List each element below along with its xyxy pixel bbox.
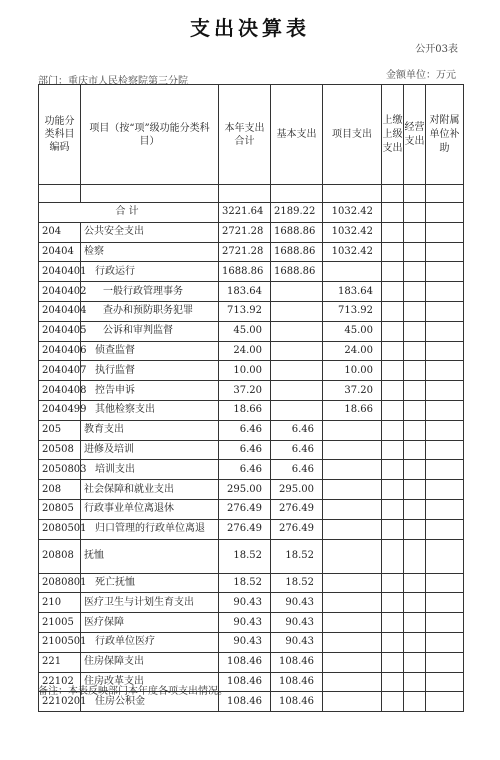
row-basic: 108.46 xyxy=(271,652,323,672)
row-total: 10.00 xyxy=(219,361,271,381)
row-empty-cell xyxy=(404,613,426,633)
total-project: 1032.42 xyxy=(323,203,382,223)
row-name: 进修及培训 xyxy=(81,440,219,460)
row-name: 死亡抚恤 xyxy=(81,573,219,593)
row-name: 行政运行 xyxy=(81,262,219,282)
row-empty-cell xyxy=(426,539,464,573)
row-empty-cell xyxy=(426,381,464,401)
row-empty-cell xyxy=(382,539,404,573)
row-empty-cell xyxy=(404,361,426,381)
row-name: 医疗保障 xyxy=(81,613,219,633)
row-empty-cell xyxy=(382,692,404,712)
table-row xyxy=(39,440,464,460)
row-code: 208 xyxy=(39,480,81,500)
total-basic: 2189.22 xyxy=(271,203,323,223)
row-empty-cell xyxy=(426,301,464,321)
row-empty-cell xyxy=(426,242,464,262)
row-name: 执行监督 xyxy=(81,361,219,381)
row-code: 21005 xyxy=(39,613,81,633)
table-row xyxy=(39,573,464,593)
row-empty-cell xyxy=(404,440,426,460)
row-basic: 6.46 xyxy=(271,460,323,480)
row-empty-cell xyxy=(426,573,464,593)
row-empty-cell xyxy=(382,593,404,613)
row-project xyxy=(323,480,382,500)
row-code: 2040408 xyxy=(39,381,81,401)
table-row xyxy=(39,282,464,302)
table-row xyxy=(39,361,464,381)
row-empty-cell xyxy=(426,480,464,500)
row-project: 24.00 xyxy=(323,341,382,361)
row-name: 公诉和审判监督 xyxy=(81,321,219,341)
row-project: 1032.42 xyxy=(323,242,382,262)
row-name: 行政单位医疗 xyxy=(81,632,219,652)
row-total: 18.66 xyxy=(219,400,271,420)
row-code: 2040406 xyxy=(39,341,81,361)
row-empty-cell xyxy=(426,519,464,539)
row-empty-cell xyxy=(404,519,426,539)
row-basic: 18.52 xyxy=(271,539,323,573)
row-code: 20508 xyxy=(39,440,81,460)
row-total: 108.46 xyxy=(219,652,271,672)
row-project xyxy=(323,499,382,519)
row-empty-cell xyxy=(404,420,426,440)
row-project xyxy=(323,440,382,460)
department-label: 部门：重庆市人民检察院第三分院 xyxy=(38,76,188,87)
row-basic: 90.43 xyxy=(271,632,323,652)
row-basic xyxy=(271,341,323,361)
header-upper: 上缴上级支出 xyxy=(382,85,404,185)
row-empty-cell xyxy=(382,420,404,440)
row-total: 6.46 xyxy=(219,420,271,440)
row-project xyxy=(323,692,382,712)
row-code: 2210201 xyxy=(39,692,81,712)
row-empty-cell xyxy=(382,381,404,401)
row-code: 2040405 xyxy=(39,321,81,341)
table-header-row xyxy=(39,85,464,185)
row-basic xyxy=(271,381,323,401)
row-code: 2040401 xyxy=(39,262,81,282)
row-empty-cell xyxy=(426,460,464,480)
row-total: 6.46 xyxy=(219,460,271,480)
row-project xyxy=(323,420,382,440)
header-business: 经营支出 xyxy=(404,85,426,185)
row-empty-cell xyxy=(426,400,464,420)
row-empty-cell xyxy=(404,499,426,519)
row-name: 其他检察支出 xyxy=(81,400,219,420)
table-row xyxy=(39,222,464,242)
row-empty-cell xyxy=(404,341,426,361)
row-name: 侦查监督 xyxy=(81,341,219,361)
table-row xyxy=(39,632,464,652)
row-empty-cell xyxy=(382,652,404,672)
row-empty-cell xyxy=(404,480,426,500)
row-basic xyxy=(271,321,323,341)
row-empty-cell xyxy=(404,460,426,480)
row-basic: 1688.86 xyxy=(271,222,323,242)
row-project xyxy=(323,613,382,633)
table-row xyxy=(39,242,464,262)
row-empty-cell xyxy=(382,341,404,361)
row-empty-cell xyxy=(426,440,464,460)
table-row xyxy=(39,652,464,672)
row-code: 204 xyxy=(39,222,81,242)
row-empty-cell xyxy=(382,361,404,381)
row-name: 抚恤 xyxy=(81,539,219,573)
row-empty-cell xyxy=(382,262,404,282)
total-row xyxy=(39,203,464,223)
row-empty-cell xyxy=(404,400,426,420)
row-empty-cell xyxy=(404,632,426,652)
row-project: 183.64 xyxy=(323,282,382,302)
row-empty-cell xyxy=(404,593,426,613)
row-total: 45.00 xyxy=(219,321,271,341)
row-total: 108.46 xyxy=(219,672,271,692)
row-empty-cell xyxy=(382,499,404,519)
row-empty-cell xyxy=(426,420,464,440)
row-empty-cell xyxy=(404,282,426,302)
row-empty-cell xyxy=(426,222,464,242)
row-empty-cell xyxy=(382,480,404,500)
row-total: 2721.28 xyxy=(219,242,271,262)
row-project: 37.20 xyxy=(323,381,382,401)
row-total: 90.43 xyxy=(219,632,271,652)
row-project: 18.66 xyxy=(323,400,382,420)
row-basic xyxy=(271,282,323,302)
row-total: 90.43 xyxy=(219,613,271,633)
row-project: 713.92 xyxy=(323,301,382,321)
row-empty-cell xyxy=(382,460,404,480)
row-name: 社会保障和就业支出 xyxy=(81,480,219,500)
row-code: 205 xyxy=(39,420,81,440)
amount-unit: 金额单位：万元 xyxy=(386,70,456,81)
row-basic xyxy=(271,361,323,381)
row-empty-cell xyxy=(404,573,426,593)
row-empty-cell xyxy=(426,652,464,672)
row-total: 713.92 xyxy=(219,301,271,321)
table-row xyxy=(39,420,464,440)
row-empty-cell xyxy=(404,242,426,262)
row-code: 2100501 xyxy=(39,632,81,652)
row-name: 检察 xyxy=(81,242,219,262)
header-name: 项目（按“项”级功能分类科目） xyxy=(81,85,219,185)
table-row xyxy=(39,593,464,613)
row-empty-cell xyxy=(426,262,464,282)
row-total: 183.64 xyxy=(219,282,271,302)
row-name: 一般行政管理事务 xyxy=(81,282,219,302)
row-name: 培训支出 xyxy=(81,460,219,480)
row-basic: 276.49 xyxy=(271,519,323,539)
row-name: 控告申诉 xyxy=(81,381,219,401)
row-empty-cell xyxy=(382,672,404,692)
row-empty-cell xyxy=(382,282,404,302)
row-basic: 90.43 xyxy=(271,593,323,613)
row-empty-cell xyxy=(404,222,426,242)
header-code: 功能分类科目编码 xyxy=(39,85,81,185)
row-empty-cell xyxy=(404,301,426,321)
table-row xyxy=(39,321,464,341)
table-row xyxy=(39,499,464,519)
row-name: 医疗卫生与计划生育支出 xyxy=(81,593,219,613)
row-code: 22102 xyxy=(39,672,81,692)
row-name: 住房保障支出 xyxy=(81,652,219,672)
row-empty-cell xyxy=(404,652,426,672)
row-basic xyxy=(271,400,323,420)
row-project xyxy=(323,672,382,692)
row-code: 2080501 xyxy=(39,519,81,539)
row-project xyxy=(323,632,382,652)
table-row xyxy=(39,613,464,633)
row-empty-cell xyxy=(426,321,464,341)
header-total: 本年支出合计 xyxy=(219,85,271,185)
row-empty-cell xyxy=(426,282,464,302)
row-name: 教育支出 xyxy=(81,420,219,440)
table-body xyxy=(39,222,464,711)
row-basic: 295.00 xyxy=(271,480,323,500)
total-amount: 3221.64 xyxy=(219,203,271,223)
row-basic: 1688.86 xyxy=(271,242,323,262)
row-total: 37.20 xyxy=(219,381,271,401)
row-empty-cell xyxy=(382,222,404,242)
table-row xyxy=(39,301,464,321)
expenditure-table xyxy=(38,84,464,712)
row-empty-cell xyxy=(404,539,426,573)
row-project xyxy=(323,652,382,672)
form-number: 公开03表 xyxy=(415,44,458,55)
row-total: 276.49 xyxy=(219,499,271,519)
table-row xyxy=(39,400,464,420)
row-name: 查办和预防职务犯罪 xyxy=(81,301,219,321)
row-code: 20404 xyxy=(39,242,81,262)
table-row xyxy=(39,381,464,401)
row-name: 行政事业单位离退休 xyxy=(81,499,219,519)
row-code: 2050803 xyxy=(39,460,81,480)
row-basic xyxy=(271,301,323,321)
row-total: 18.52 xyxy=(219,539,271,573)
row-empty-cell xyxy=(382,321,404,341)
row-code: 2040404 xyxy=(39,301,81,321)
row-empty-cell xyxy=(382,440,404,460)
row-project: 45.00 xyxy=(323,321,382,341)
row-code: 20808 xyxy=(39,539,81,573)
header-project: 项目支出 xyxy=(323,85,382,185)
table-row xyxy=(39,519,464,539)
row-basic: 1688.86 xyxy=(271,262,323,282)
row-total: 90.43 xyxy=(219,593,271,613)
row-total: 108.46 xyxy=(219,692,271,712)
table-row xyxy=(39,480,464,500)
row-total: 24.00 xyxy=(219,341,271,361)
row-empty-cell xyxy=(382,400,404,420)
row-total: 276.49 xyxy=(219,519,271,539)
row-code: 2040402 xyxy=(39,282,81,302)
row-empty-cell xyxy=(382,519,404,539)
row-empty-cell xyxy=(426,499,464,519)
row-code: 221 xyxy=(39,652,81,672)
total-label: 合计 xyxy=(39,203,219,223)
row-total: 18.52 xyxy=(219,573,271,593)
row-name: 住房改革支出 xyxy=(81,672,219,692)
row-empty-cell xyxy=(426,632,464,652)
row-empty-cell xyxy=(382,242,404,262)
table-row xyxy=(39,460,464,480)
row-total: 295.00 xyxy=(219,480,271,500)
row-name: 公共安全支出 xyxy=(81,222,219,242)
row-basic: 90.43 xyxy=(271,613,323,633)
row-basic: 276.49 xyxy=(271,499,323,519)
row-project xyxy=(323,460,382,480)
row-project xyxy=(323,519,382,539)
row-empty-cell xyxy=(404,692,426,712)
row-project xyxy=(323,573,382,593)
row-total: 2721.28 xyxy=(219,222,271,242)
row-empty-cell xyxy=(426,613,464,633)
row-empty-cell xyxy=(404,262,426,282)
row-basic: 108.46 xyxy=(271,692,323,712)
page-title: 支出决算表 xyxy=(190,16,310,40)
row-empty-cell xyxy=(426,672,464,692)
row-empty-cell xyxy=(382,301,404,321)
header-subsidy: 对附属单位补助 xyxy=(426,85,464,185)
row-total: 6.46 xyxy=(219,440,271,460)
row-project: 10.00 xyxy=(323,361,382,381)
row-name: 归口管理的行政单位离退 xyxy=(81,519,219,539)
row-code: 2040499 xyxy=(39,400,81,420)
row-basic: 18.52 xyxy=(271,573,323,593)
row-code: 2080801 xyxy=(39,573,81,593)
row-project xyxy=(323,539,382,573)
table-row xyxy=(39,262,464,282)
row-code: 20805 xyxy=(39,499,81,519)
header-basic: 基本支出 xyxy=(271,85,323,185)
row-project: 1032.42 xyxy=(323,222,382,242)
row-empty-cell xyxy=(382,613,404,633)
row-empty-cell xyxy=(426,341,464,361)
row-code: 210 xyxy=(39,593,81,613)
table-row xyxy=(39,539,464,573)
row-empty-cell xyxy=(426,593,464,613)
footnote: 备注：本表反映部门本年度各项支出情况。 xyxy=(38,686,228,697)
row-basic: 6.46 xyxy=(271,440,323,460)
row-basic: 6.46 xyxy=(271,420,323,440)
spacer-row xyxy=(39,185,464,203)
row-empty-cell xyxy=(404,321,426,341)
row-code: 2040407 xyxy=(39,361,81,381)
row-empty-cell xyxy=(382,632,404,652)
table-row xyxy=(39,341,464,361)
row-basic: 108.46 xyxy=(271,672,323,692)
row-empty-cell xyxy=(426,692,464,712)
row-empty-cell xyxy=(404,381,426,401)
row-name: 住房公积金 xyxy=(81,692,219,712)
row-total: 1688.86 xyxy=(219,262,271,282)
row-project xyxy=(323,262,382,282)
row-empty-cell xyxy=(382,573,404,593)
row-empty-cell xyxy=(404,672,426,692)
row-empty-cell xyxy=(426,361,464,381)
row-project xyxy=(323,593,382,613)
